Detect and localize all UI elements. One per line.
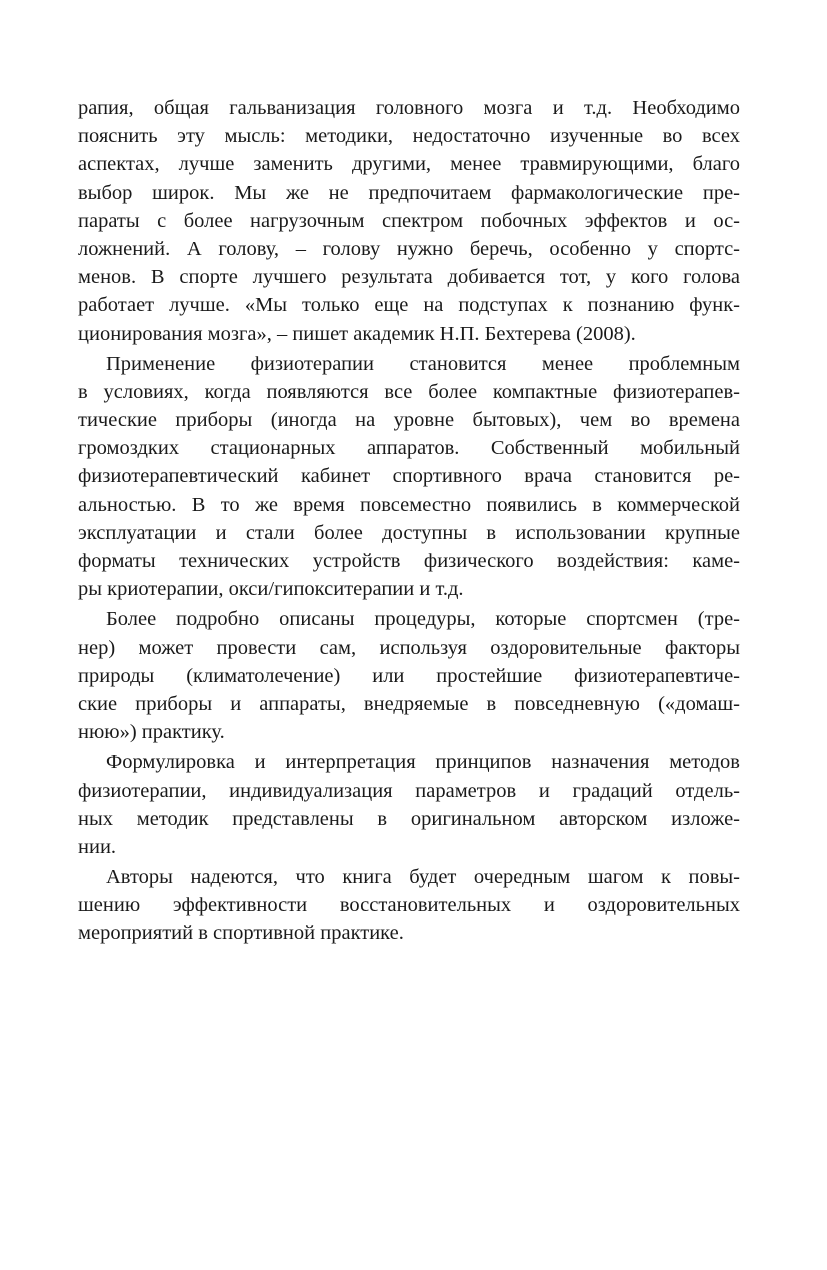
text-line: Более подробно описаны процедуры, которые спортсмен (тре- <box>106 608 740 631</box>
text-line: выбор широк. Мы же не предпочитаем фармакологические пре- <box>78 181 740 204</box>
book-page-text <box>78 94 740 948</box>
text-line: шению эффективности восстановительных и оздоровительных <box>78 894 740 917</box>
text-line: физиотерапевтический кабинет спортивного врача становится ре- <box>78 465 740 488</box>
text-line: ложнений. А голову, – голову нужно беречь, особенно у спортс- <box>78 237 740 260</box>
text-line: нюю») практику. <box>78 721 225 744</box>
text-line: ры криотерапии, окси/гипокситерапии и т.д. <box>78 578 464 601</box>
text-line: альностью. В то же время повсеместно появились в коммерческой <box>78 493 740 516</box>
text-line: нер) может провести сам, используя оздоровительные факторы <box>78 636 740 659</box>
text-line: ционирования мозга», – пишет академик Н.П. Бехтерева (2008). <box>78 322 636 345</box>
text-line: ных методик представлены в оригинальном авторском изложе- <box>78 807 740 830</box>
text-line: физиотерапии, индивидуализация параметров и градаций отдель- <box>78 779 740 802</box>
paragraph-4 <box>78 748 740 861</box>
text-line: Применение физиотерапии становится менее проблемным <box>106 352 740 375</box>
text-line: аспектах, лучше заменить другими, менее травмирующими, благо <box>78 153 740 176</box>
paragraph-5 <box>78 863 740 948</box>
text-line: эксплуатации и стали более доступны в использовании крупные <box>78 521 740 544</box>
text-line: параты с более нагрузочным спектром побочных эффектов и ос- <box>78 209 740 232</box>
text-line: ские приборы и аппараты, внедряемые в повседневную («домаш- <box>78 692 740 715</box>
text-line: менов. В спорте лучшего результата добивается тот, у кого голова <box>78 266 740 289</box>
paragraph-1 <box>78 94 740 348</box>
text-line: работает лучше. «Мы только еще на подступах к познанию функ- <box>78 294 740 317</box>
text-line: мероприятий в спортивной практике. <box>78 922 404 945</box>
text-line: громоздких стационарных аппаратов. Собственный мобильный <box>78 437 740 460</box>
text-line: природы (климатолечение) или простейшие физиотерапевтиче- <box>78 664 740 687</box>
paragraph-3 <box>78 605 740 746</box>
text-line: Формулировка и интерпретация принципов назначения методов <box>106 751 740 774</box>
text-line: форматы технических устройств физического воздействия: каме- <box>78 550 740 572</box>
text-line: тические приборы (иногда на уровне бытовых), чем во времена <box>78 409 740 432</box>
text-line: пояснить эту мысль: методики, недостаточно изученные во всех <box>78 125 740 148</box>
text-line: Авторы надеются, что книга будет очередным шагом к повы- <box>106 866 740 889</box>
text-line: рапия, общая гальванизация головного мозга и т.д. Необходимо <box>78 97 740 119</box>
text-line: нии. <box>78 835 117 858</box>
paragraph-2 <box>78 350 740 604</box>
text-line: в условиях, когда появляются все более компактные физиотерапев- <box>78 380 740 403</box>
